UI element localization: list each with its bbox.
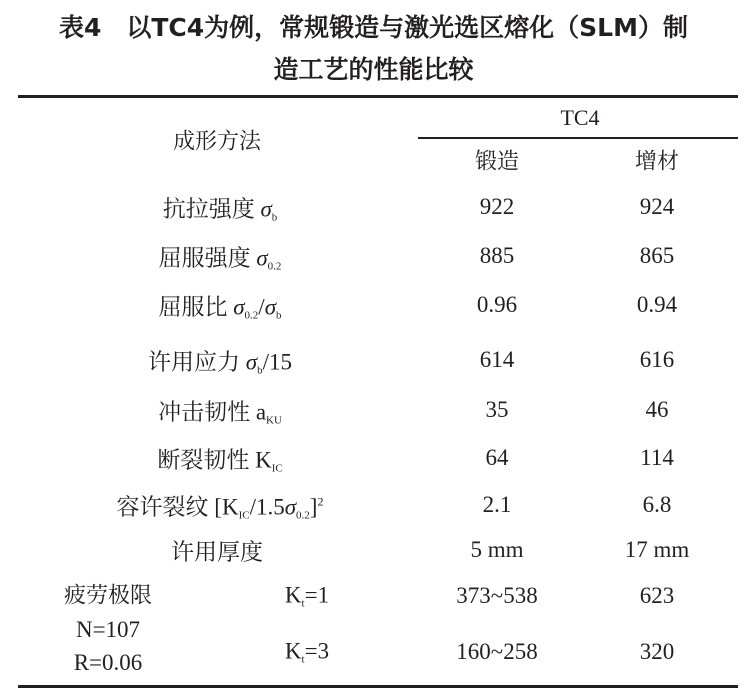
header-material: TC4 bbox=[560, 105, 600, 130]
row-label bbox=[158, 394, 282, 427]
material-underline bbox=[418, 137, 738, 139]
additive-value: 320 bbox=[639, 639, 675, 664]
formula-part: σ bbox=[233, 294, 245, 320]
k-symbol: K bbox=[284, 582, 302, 608]
additive-value: 924 bbox=[639, 194, 675, 219]
formula-part: IC bbox=[238, 509, 250, 522]
formula-part: 0.2 bbox=[267, 260, 282, 273]
header-additive: 增材 bbox=[634, 148, 680, 174]
additive-value: 46 bbox=[645, 397, 669, 422]
formula-part: 0.2 bbox=[244, 309, 259, 322]
formula-part: σ bbox=[245, 349, 258, 375]
additive-value: 623 bbox=[639, 583, 675, 608]
forged-value: 373~538 bbox=[456, 583, 538, 608]
k-value: =3 bbox=[304, 638, 330, 664]
forged-value: 64 bbox=[485, 445, 509, 470]
formula-part: 2 bbox=[317, 494, 324, 509]
row-label-text: 抗拉强度 bbox=[162, 196, 261, 222]
stress-concentration-factor bbox=[285, 639, 329, 666]
formula-part: b bbox=[271, 211, 278, 224]
formula-part: /1.5 bbox=[249, 494, 285, 520]
row-label-text: 许用应力 bbox=[148, 349, 246, 375]
formula-part: 0.2 bbox=[296, 509, 310, 522]
forged-value: 35 bbox=[485, 397, 509, 422]
row-label bbox=[163, 191, 278, 224]
stress-concentration-factor bbox=[285, 583, 329, 610]
header-forged: 锻造 bbox=[474, 148, 520, 174]
row-label bbox=[159, 240, 282, 273]
formula-part: b bbox=[257, 364, 263, 377]
formula-part: IC bbox=[271, 462, 283, 475]
k-subscript: t bbox=[301, 653, 305, 666]
row-label-text: 屈服比 bbox=[158, 294, 234, 320]
additive-value: 6.8 bbox=[642, 492, 672, 517]
forged-value: 614 bbox=[479, 347, 515, 372]
formula-part: σ bbox=[260, 196, 272, 222]
formula-part: K bbox=[255, 447, 272, 473]
row-label-text: 屈服强度 bbox=[158, 245, 257, 271]
formula-part: ] bbox=[309, 494, 318, 520]
forged-value: 922 bbox=[479, 194, 515, 219]
formula-part: σ bbox=[264, 294, 277, 320]
row-label bbox=[148, 344, 292, 377]
row-label bbox=[117, 489, 324, 522]
forged-value: 885 bbox=[479, 243, 515, 268]
fatigue-ratio: R=0.06 bbox=[73, 650, 143, 675]
k-symbol: K bbox=[284, 638, 302, 664]
formula-part: KU bbox=[266, 414, 282, 427]
formula-part: [K bbox=[214, 494, 239, 520]
bottom-rule bbox=[18, 685, 738, 688]
additive-value: 865 bbox=[639, 243, 675, 268]
row-label-text: 许用厚度 bbox=[171, 539, 263, 565]
formula-part: /15 bbox=[262, 349, 292, 375]
additive-value: 17 mm bbox=[624, 537, 690, 562]
row-label-text: 容许裂纹 bbox=[116, 494, 215, 520]
k-subscript: t bbox=[301, 597, 305, 610]
additive-value: 114 bbox=[640, 445, 674, 470]
header-method: 成形方法 bbox=[172, 128, 262, 154]
table-title-line2: 造工艺的性能比较 bbox=[273, 55, 474, 84]
row-label bbox=[157, 442, 282, 475]
formula-part: σ bbox=[284, 494, 297, 520]
fatigue-label: 疲劳极限 bbox=[63, 582, 153, 608]
formula-part: a bbox=[255, 399, 267, 425]
formula-part: σ bbox=[256, 245, 268, 271]
table-title-line1: 表4 以TC4为例，常规锻造与激光选区熔化（SLM）制 bbox=[58, 13, 688, 42]
row-label bbox=[171, 534, 263, 567]
k-value: =1 bbox=[304, 582, 330, 608]
formula-part: b bbox=[276, 309, 282, 322]
additive-value: 0.94 bbox=[636, 292, 678, 317]
row-label-text: 冲击韧性 bbox=[158, 399, 256, 425]
forged-value: 0.96 bbox=[476, 292, 518, 317]
top-rule bbox=[18, 95, 738, 98]
fatigue-cycles: N=107 bbox=[75, 617, 141, 642]
forged-value: 2.1 bbox=[482, 492, 512, 517]
additive-value: 616 bbox=[639, 347, 675, 372]
row-label bbox=[158, 289, 281, 322]
row-label-text: 断裂韧性 bbox=[157, 447, 256, 473]
formula-part: / bbox=[258, 294, 265, 320]
forged-value: 160~258 bbox=[456, 639, 538, 664]
forged-value: 5 mm bbox=[470, 537, 524, 562]
